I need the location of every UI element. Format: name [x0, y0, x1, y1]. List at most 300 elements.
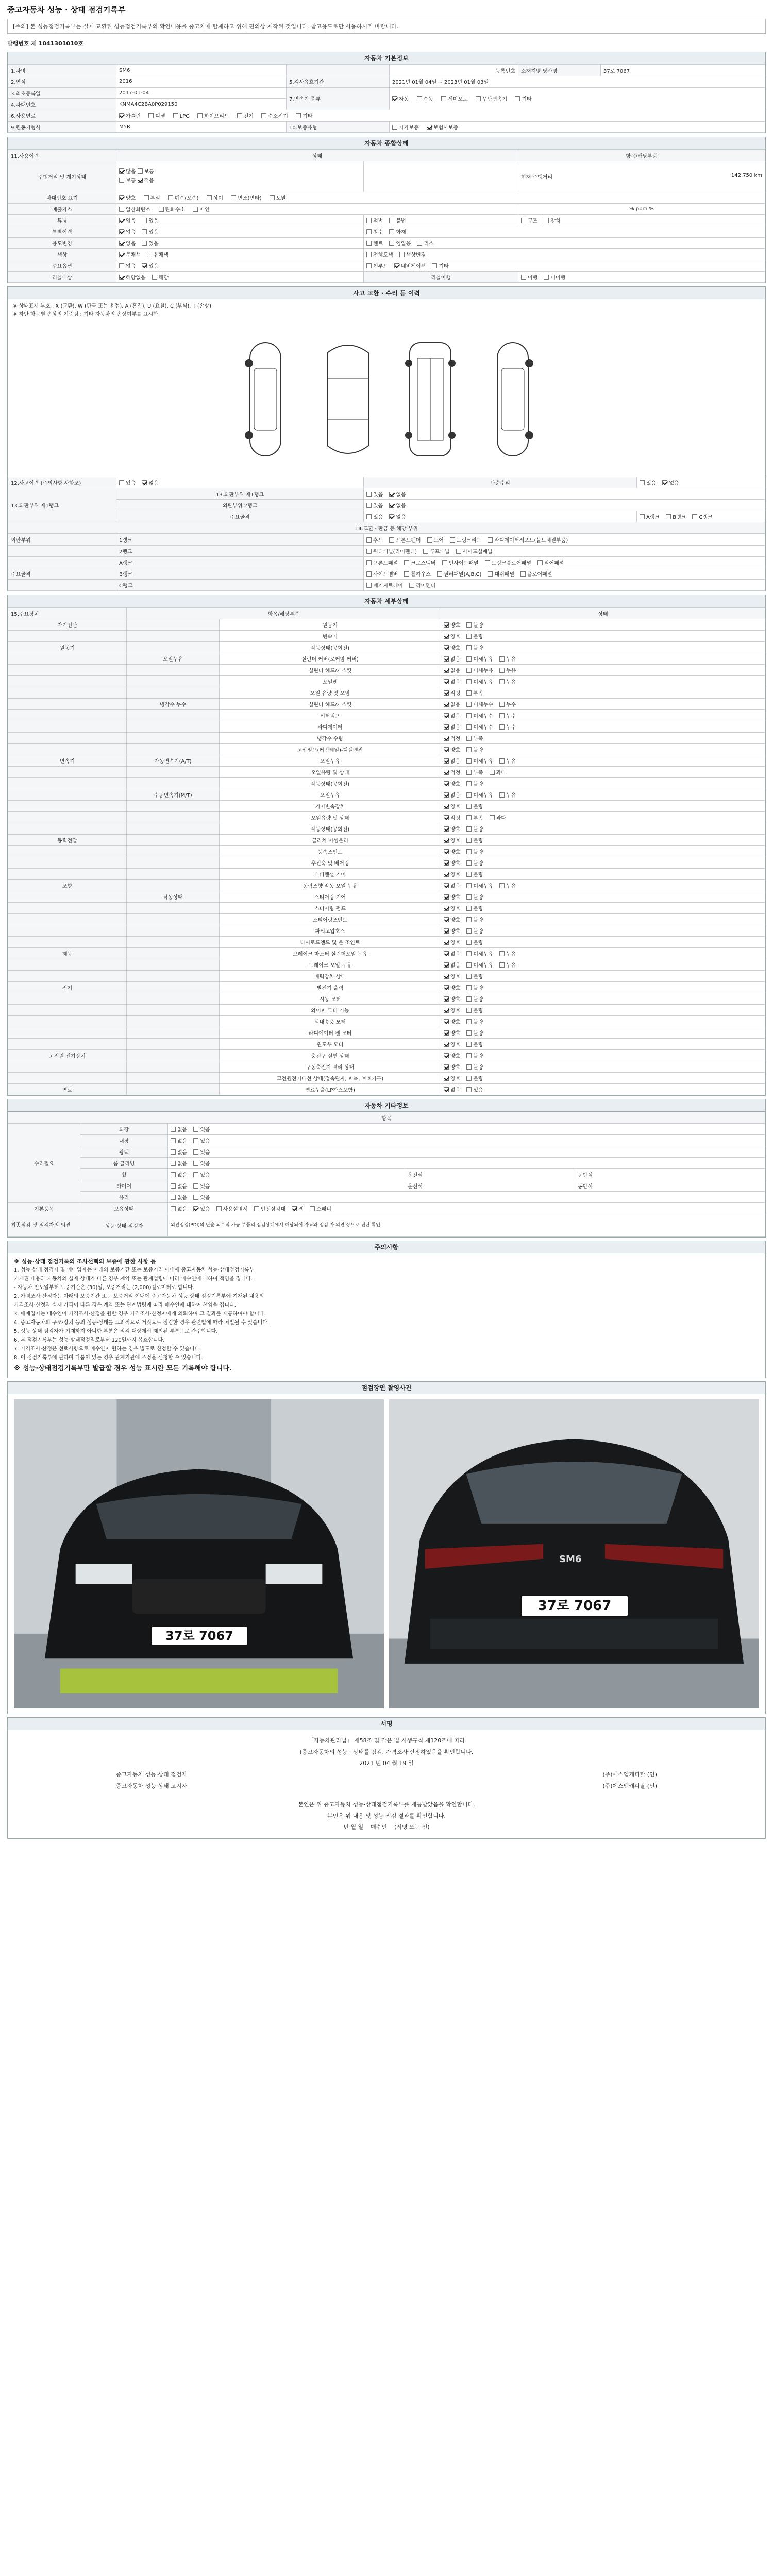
checkbox[interactable] — [444, 792, 449, 798]
checkbox[interactable] — [389, 229, 394, 234]
checkbox[interactable] — [466, 940, 472, 945]
table-row: 원동기 작동상태(공회전) 양호 불량 — [8, 642, 765, 653]
checkbox[interactable] — [499, 679, 505, 684]
checkbox[interactable] — [366, 229, 372, 234]
checkbox[interactable] — [466, 702, 472, 707]
checkbox[interactable] — [366, 583, 372, 588]
table-row: 룸 클리닝 없음 있음 — [8, 1158, 765, 1169]
signature-section: 서명 「자동차관리법」 제58조 및 같은 법 시행규칙 제120조에 따라 (중고자동차의 성능 · 상태를 점검, 가격조사·산정하였음을 확인합니다. 2021 년 04 월 19 일 중고자동차 성능·상태 점검자 (주)에스엠캐피탈 (인) 중고자동차 성능·상태 고지자 (주)에스엠캐피탈 (인) 본인은 위 중고자동차 성능·상태점검기록부를 제공받았음을 확인합니다. 본인은 위 내용 및 성능 점검 결과를 확인합니다. 년 월 일 매수인 (서명 또는 인) — [7, 1717, 766, 1839]
checkbox[interactable] — [466, 951, 472, 956]
checkbox[interactable] — [444, 894, 449, 900]
checkbox[interactable] — [444, 713, 449, 718]
table-row: 13.외판부위 제1랭크 13.외판부위 제1랭크 있음 없음 — [8, 488, 765, 500]
checkbox[interactable] — [444, 622, 449, 628]
checkbox[interactable] — [119, 113, 124, 118]
checkbox[interactable] — [466, 1042, 472, 1047]
checkbox[interactable] — [444, 872, 449, 877]
checkbox[interactable] — [444, 985, 449, 990]
checkbox[interactable] — [466, 679, 472, 684]
checkbox[interactable] — [119, 480, 124, 485]
checkbox[interactable] — [171, 1195, 176, 1200]
checkbox[interactable] — [466, 849, 472, 854]
checkbox[interactable] — [427, 125, 432, 130]
checkbox[interactable] — [499, 668, 505, 673]
checkbox[interactable] — [466, 906, 472, 911]
notes-header: 주의사항 — [8, 1241, 765, 1253]
extra-info-header: 자동차 기타정보 — [8, 1099, 765, 1112]
checkbox[interactable] — [193, 1195, 198, 1200]
table-row: 타이어 없음 있음 운전석 동반석 — [8, 1180, 765, 1192]
checkbox[interactable] — [520, 571, 526, 577]
extra-table — [8, 1112, 765, 1237]
checkbox[interactable] — [193, 1127, 198, 1132]
checkbox[interactable] — [444, 656, 449, 662]
table-row: 배력장치 상태 양호 불량 — [8, 971, 765, 982]
table-row: 시동 모터 양호 불량 — [8, 993, 765, 1005]
checkbox[interactable] — [476, 96, 481, 101]
checkbox[interactable] — [171, 1161, 176, 1166]
checkbox[interactable] — [261, 113, 266, 118]
table-row: 디퍼렌셜 기어 양호 불량 — [8, 869, 765, 880]
car-side-right-icon — [482, 337, 544, 461]
car-top-front-icon — [317, 337, 379, 461]
checkbox[interactable] — [152, 275, 157, 280]
checkbox[interactable] — [366, 549, 372, 554]
checkbox[interactable] — [366, 241, 372, 246]
checkbox[interactable] — [640, 480, 645, 485]
checkbox[interactable] — [444, 781, 449, 786]
checkbox[interactable] — [193, 1149, 198, 1155]
checkbox[interactable] — [444, 860, 449, 866]
checkbox[interactable] — [119, 275, 124, 280]
checkbox[interactable] — [147, 252, 152, 257]
table-row: 최종점검 및 점검자의 의견 성능·상태 점검자 외관점검(PDI)의 단순 외부적 가능 부품의 점검상태에서 해당되어 자료와 점검 자 의견 상으로 진단 확인. — [8, 1214, 765, 1237]
table-row: 동력전달 클러치 어셈블리 양호 불량 — [8, 835, 765, 846]
checkbox[interactable] — [466, 1087, 472, 1092]
car-side-left-icon — [234, 337, 296, 461]
checkbox[interactable] — [466, 804, 472, 809]
checkbox[interactable] — [466, 985, 472, 990]
checkbox[interactable] — [485, 560, 490, 565]
checkbox[interactable] — [366, 492, 372, 497]
checkbox[interactable] — [142, 263, 147, 268]
checkbox[interactable] — [366, 514, 372, 519]
checkbox[interactable] — [466, 883, 472, 888]
checkbox[interactable] — [444, 645, 449, 650]
checkbox[interactable] — [171, 1183, 176, 1189]
rear-photo — [389, 1399, 759, 1708]
table-row: 외판부위 1랭크 후드 프론트펜더 도어 트렁크리드 라디에이터서포트(볼트체결부품) — [8, 534, 765, 546]
checkbox[interactable] — [389, 492, 394, 497]
checkbox[interactable] — [423, 549, 428, 554]
table-row: 스티어링 펌프 양호 불량 — [8, 903, 765, 914]
checkbox[interactable] — [466, 962, 472, 968]
checkbox[interactable] — [444, 815, 449, 820]
checkbox[interactable] — [499, 724, 505, 730]
checkbox[interactable] — [142, 480, 147, 485]
checkbox[interactable] — [427, 537, 432, 543]
table-row: 내장 없음 있음 — [8, 1135, 765, 1146]
checkbox[interactable] — [466, 996, 472, 1002]
checkbox[interactable] — [444, 1087, 449, 1092]
checkbox[interactable] — [171, 1127, 176, 1132]
checkbox[interactable] — [138, 168, 143, 174]
table-row: 작동상태(공회전) 양호 불량 — [8, 823, 765, 835]
checkbox[interactable] — [389, 241, 394, 246]
checkbox[interactable] — [662, 480, 667, 485]
table-row: 구동축전지 격리 상태 양호 불량 — [8, 1061, 765, 1073]
checkbox[interactable] — [270, 195, 275, 200]
checkbox[interactable] — [310, 1206, 315, 1211]
table-row: 색상 무채색 유채색 전체도색 색상변경 — [8, 249, 765, 260]
checkbox[interactable] — [444, 702, 449, 707]
extra-info-section — [7, 1099, 766, 1238]
checkbox[interactable] — [193, 1172, 198, 1177]
table-row: 타이로드엔드 및 볼 조인트 양호 불량 — [8, 937, 765, 948]
checkbox[interactable] — [444, 690, 449, 696]
table-row: 오일유량 및 상태 적정 부족 과다 — [8, 767, 765, 778]
checkbox[interactable] — [640, 514, 645, 519]
checkbox[interactable] — [466, 758, 472, 764]
table-row: 워터펌프 없음 미세누수 누수 — [8, 710, 765, 721]
detail-table — [8, 607, 765, 1095]
table-row: 11.사용이력 상태 항목/해당부품 — [8, 150, 765, 161]
checkbox[interactable] — [389, 514, 394, 519]
checkbox[interactable] — [466, 974, 472, 979]
front-plate: 37로 7067 — [150, 1626, 248, 1646]
car-diagram — [8, 322, 765, 477]
checkbox[interactable] — [417, 241, 422, 246]
checkbox[interactable] — [119, 218, 124, 223]
checkbox[interactable] — [193, 1206, 198, 1211]
checkbox[interactable] — [417, 96, 422, 101]
checkbox[interactable] — [171, 1149, 176, 1155]
table-row: 주요골격 B랭크 사이드멤버 휠하우스 필러패널(A,B,C) 대쉬패널 플로어패널 — [8, 568, 765, 580]
checkbox[interactable] — [444, 1019, 449, 1024]
checkbox[interactable] — [466, 724, 472, 730]
table-row: 냉각수 수량 적정 부족 — [8, 733, 765, 744]
table-row: A랭크 프론트패널 크로스멤버 인사이드패널 트렁크플로어패널 리어패널 — [8, 557, 765, 568]
general-status-section — [7, 137, 766, 283]
checkbox[interactable] — [466, 1064, 472, 1070]
table-row: 조향 동력조향 작동 오일 누유 없음 미세누유 누유 — [8, 880, 765, 891]
checkbox[interactable] — [444, 634, 449, 639]
checkbox[interactable] — [292, 1206, 297, 1211]
table-row: 변속기 양호 불량 — [8, 631, 765, 642]
checkbox[interactable] — [437, 571, 442, 577]
checkbox[interactable] — [404, 571, 409, 577]
checkbox[interactable] — [444, 747, 449, 752]
checkbox[interactable] — [119, 241, 124, 246]
table-row: 주행거리 및 계기상태 많음 보통 보통 적음 현재 주행거리 142,750 km — [8, 161, 765, 192]
checkbox[interactable] — [444, 917, 449, 922]
table-row: 라디에이터 팬 모터 양호 불량 — [8, 1027, 765, 1039]
checkbox[interactable] — [444, 1008, 449, 1013]
checkbox[interactable] — [119, 229, 124, 234]
checkbox[interactable] — [499, 758, 505, 764]
photos-section — [7, 1381, 766, 1714]
checkbox[interactable] — [499, 792, 505, 798]
checkbox[interactable] — [216, 1206, 222, 1211]
table-row: 고전원전기배선 상태(접속단자, 피복, 보호기구) 양호 불량 — [8, 1073, 765, 1084]
table-row: 라디에이터 없음 미세누수 누수 — [8, 721, 765, 733]
certificate-number: 발행번호 제 1041301010호 — [7, 40, 83, 47]
checkbox[interactable] — [499, 656, 505, 662]
checkbox[interactable] — [119, 195, 124, 200]
checkbox[interactable] — [142, 229, 147, 234]
table-row: 오일 유량 및 오염 적정 부족 — [8, 687, 765, 699]
checkbox[interactable] — [544, 218, 549, 223]
detail-status-header: 자동차 세부상태 — [8, 595, 765, 607]
table-row: 휠 없음 있음 운전석 동반석 — [8, 1169, 765, 1180]
table-row: 6.사용연료 가솔린 디젤 LPG 하이브리드 전기 수소전기 기타 — [8, 110, 765, 122]
general-status-table — [8, 149, 765, 283]
checkbox[interactable] — [142, 218, 147, 223]
checkbox[interactable] — [366, 560, 372, 565]
checkbox[interactable] — [366, 252, 372, 257]
table-row: 스티어링조인트 양호 불량 — [8, 914, 765, 925]
checkbox[interactable] — [466, 860, 472, 866]
checkbox[interactable] — [173, 113, 178, 118]
table-row: 기어변속장치 양호 불량 — [8, 801, 765, 812]
checkbox[interactable] — [193, 1161, 198, 1166]
checkbox[interactable] — [499, 702, 505, 707]
general-status-header: 자동차 종합상태 — [8, 137, 765, 149]
accident-history-header: 사고 교환 · 수리 등 이력 — [8, 287, 765, 299]
checkbox[interactable] — [119, 252, 124, 257]
table-row: 수동변속기(M/T) 오일누유 없음 미세누유 누유 — [8, 789, 765, 801]
checkbox[interactable] — [392, 125, 397, 130]
checkbox[interactable] — [389, 503, 394, 508]
checkbox[interactable] — [389, 537, 394, 543]
checkbox[interactable] — [254, 1206, 259, 1211]
checkbox[interactable] — [466, 656, 472, 662]
checkbox[interactable] — [466, 668, 472, 673]
table-row: 유리 없음 있음 — [8, 1192, 765, 1203]
checkbox[interactable] — [119, 168, 124, 174]
checkbox[interactable] — [466, 1019, 472, 1024]
checkbox[interactable] — [444, 1064, 449, 1070]
checkbox[interactable] — [366, 503, 372, 508]
checkbox[interactable] — [142, 241, 147, 246]
checkbox[interactable] — [466, 781, 472, 786]
table-row: 브레이크 오일 누유 없음 미세누유 누유 — [8, 959, 765, 971]
checkbox[interactable] — [444, 758, 449, 764]
checkbox[interactable] — [171, 1206, 176, 1211]
checkbox[interactable] — [144, 195, 149, 200]
checkbox[interactable] — [444, 1030, 449, 1036]
photos-header: 점검장면 촬영사진 — [8, 1382, 765, 1394]
checkbox[interactable] — [466, 1030, 472, 1036]
checkbox[interactable] — [432, 263, 437, 268]
checkbox[interactable] — [466, 747, 472, 752]
table-row: 리콜대상 해당없음 해당 리콜이행 이행 미이행 — [8, 272, 765, 283]
checkbox[interactable] — [466, 792, 472, 798]
checkbox[interactable] — [466, 872, 472, 877]
checkbox[interactable] — [444, 940, 449, 945]
checkbox[interactable] — [466, 736, 472, 741]
checkbox[interactable] — [444, 838, 449, 843]
checkbox[interactable] — [490, 770, 495, 775]
checkbox[interactable] — [148, 113, 154, 118]
checkbox[interactable] — [119, 207, 124, 212]
checkbox[interactable] — [442, 560, 447, 565]
checkbox[interactable] — [666, 514, 671, 519]
checkbox[interactable] — [171, 1172, 176, 1177]
checkbox[interactable] — [466, 928, 472, 934]
checkbox[interactable] — [193, 1183, 198, 1189]
table-row: 12.사고이력 (주의사항 사항조) 있음 없음 단순수리 있음 없음 — [8, 477, 765, 488]
signature-header: 서명 — [8, 1718, 765, 1730]
checkbox[interactable] — [366, 263, 372, 268]
table-row: 변속기 자동변속기(A/T) 오일누유 없음 미세누유 누유 — [8, 755, 765, 767]
checkbox[interactable] — [466, 1008, 472, 1013]
checkbox[interactable] — [399, 252, 405, 257]
checkbox[interactable] — [444, 724, 449, 730]
basic-info-section — [7, 52, 766, 133]
checkbox[interactable] — [404, 560, 409, 565]
checkbox[interactable] — [466, 622, 472, 628]
checkbox[interactable] — [466, 917, 472, 922]
rear-plate: 37로 7067 — [520, 1595, 629, 1617]
checkbox[interactable] — [537, 560, 543, 565]
checkbox[interactable] — [450, 537, 455, 543]
checkbox[interactable] — [193, 1138, 198, 1143]
checkbox[interactable] — [466, 645, 472, 650]
checkbox[interactable] — [366, 571, 372, 577]
checkbox[interactable] — [409, 583, 414, 588]
checkbox[interactable] — [168, 195, 173, 200]
checkbox[interactable] — [444, 906, 449, 911]
table-row: 2.연식 2016 5.검사유효기간 2021년 01월 04일 ~ 2023년 01월 03일 — [8, 76, 765, 88]
table-row: 항목 — [8, 1112, 765, 1124]
checkbox[interactable] — [466, 713, 472, 718]
checkbox[interactable] — [193, 207, 198, 212]
fuel-options: 가솔린 디젤 LPG 하이브리드 전기 수소전기 기타 — [116, 110, 765, 122]
checkbox[interactable] — [296, 113, 301, 118]
checkbox[interactable] — [466, 838, 472, 843]
checkbox[interactable] — [444, 962, 449, 968]
checkbox[interactable] — [366, 218, 372, 223]
checkbox[interactable] — [521, 218, 526, 223]
checkbox[interactable] — [499, 962, 505, 968]
checkbox[interactable] — [444, 736, 449, 741]
checkbox[interactable] — [521, 275, 526, 280]
table-row: 고전원 전기장치 충전구 절연 상태 양호 불량 — [8, 1050, 765, 1061]
checkbox[interactable] — [119, 178, 124, 183]
checkbox[interactable] — [237, 113, 242, 118]
checkbox[interactable] — [515, 96, 520, 101]
checkbox[interactable] — [231, 195, 236, 200]
checkbox[interactable] — [444, 826, 449, 832]
table-row: 14.교환 · 판금 등 해당 부위 — [8, 522, 765, 534]
checkbox[interactable] — [444, 974, 449, 979]
table-row: 파워고압호스 양호 불량 — [8, 925, 765, 937]
notice-box: [주의] 본 성능점검기록부는 실제 교환된 성능점검기록부의 확인내용을 중고차에 탑재하고 위해 편의상 제작된 것입니다. 참고용도로만 사용하시기 바랍니다. — [7, 19, 766, 34]
checkbox[interactable] — [444, 996, 449, 1002]
checkbox[interactable] — [444, 928, 449, 934]
table-row: 오일누유 실린더 커버(로커암 커버) 없음 미세누유 누유 — [8, 653, 765, 665]
checkbox[interactable] — [444, 679, 449, 684]
table-row: 작동상태 스티어링 기어 양호 불량 — [8, 891, 765, 903]
checkbox[interactable] — [119, 263, 124, 268]
checkbox[interactable] — [138, 178, 143, 183]
checkbox[interactable] — [466, 826, 472, 832]
checkbox[interactable] — [499, 951, 505, 956]
checkbox[interactable] — [499, 883, 505, 888]
table-row: 와이퍼 모터 기능 양호 불량 — [8, 1005, 765, 1016]
transmission-options: 자동 수동 세미오토 무단변속기 기타 — [390, 88, 765, 110]
checkbox[interactable] — [490, 815, 495, 820]
table-row: 튜닝 없음 있음 적법 불법 구조 장치 — [8, 215, 765, 226]
table-row: 3.최초등록일 2017-01-04 7.변속기 종류 자동 수동 세미오토 무단변속기 기타 — [8, 88, 765, 99]
checkbox[interactable] — [466, 1053, 472, 1058]
checkbox[interactable] — [466, 770, 472, 775]
table-row: 특별이력 없음 있음 침수 화재 — [8, 226, 765, 238]
table-row: 연료 연료누출(LP가스포함) 없음 있음 — [8, 1084, 765, 1095]
table-row: 고압펌프(커먼레일)-디젤엔진 양호 불량 — [8, 744, 765, 755]
table-row: 자기진단 원동기 양호 불량 — [8, 619, 765, 631]
checkbox[interactable] — [444, 804, 449, 809]
checkbox[interactable] — [444, 770, 449, 775]
checkbox[interactable] — [544, 275, 549, 280]
table-row: C랭크 패키지트레이 리어펜더 — [8, 580, 765, 591]
table-row: 15.주요장치 항목/해당부품 상태 — [8, 608, 765, 619]
checkbox[interactable] — [444, 1076, 449, 1081]
document — [7, 4, 766, 1839]
document-title: 중고자동차 성능 · 상태 점검기록부 — [7, 5, 126, 14]
table-row: 2랭크 쿼터패널(리어펜더) 루프패널 사이드실패널 — [8, 546, 765, 557]
table-row: 9.원동기형식 M5R 10.보증유형 자가보증 보험사보증 — [8, 122, 765, 133]
checkbox[interactable] — [444, 883, 449, 888]
rear-badge: SM6 — [559, 1554, 582, 1565]
table-row: 실린더 헤드/개스킷 없음 미세누유 누유 — [8, 665, 765, 676]
checkbox[interactable] — [466, 894, 472, 900]
checkbox[interactable] — [499, 713, 505, 718]
checkbox[interactable] — [197, 113, 203, 118]
checkbox[interactable] — [444, 1053, 449, 1058]
checkbox[interactable] — [488, 537, 493, 543]
table-row: 외판부위 2랭크 있음 없음 — [8, 500, 765, 511]
table-row: 오일팬 없음 미세누유 누유 — [8, 676, 765, 687]
checkbox[interactable] — [466, 690, 472, 696]
checkbox[interactable] — [394, 263, 399, 268]
checkbox[interactable] — [366, 537, 372, 543]
checkbox[interactable] — [488, 571, 493, 577]
table-row: 배출가스 일산화탄소 탄화수소 매연 % ppm % — [8, 204, 765, 215]
checkbox[interactable] — [207, 195, 212, 200]
checkbox[interactable] — [159, 207, 164, 212]
checkbox[interactable] — [456, 549, 461, 554]
basic-info-header: 자동차 기본정보 — [8, 52, 765, 64]
checkbox[interactable] — [466, 634, 472, 639]
checkbox[interactable] — [444, 951, 449, 956]
table-row: 기본품목 보유상태 없음 있음 사용설명서 안전삼각대 잭 스패너 — [8, 1203, 765, 1214]
checkbox[interactable] — [692, 514, 697, 519]
checkbox[interactable] — [389, 218, 394, 223]
checkbox[interactable] — [466, 1076, 472, 1081]
checkbox[interactable] — [171, 1138, 176, 1143]
checkbox[interactable] — [444, 1042, 449, 1047]
checkbox[interactable] — [444, 668, 449, 673]
checkbox[interactable] — [441, 96, 446, 101]
checkbox[interactable] — [444, 849, 449, 854]
checkbox[interactable] — [392, 96, 397, 101]
accident-history-section: 사고 교환 · 수리 등 이력 ※ 상태표시 부호 : X (교환), W (판금 또는 용접), A (흠집), U (요철), C (부식), T (손상) ※ 하단 항목별 손상의 기준점 : 기타 자동차의 손상여부를 표시함 12.사고이력 (주의사항 사항조) 있음 없음 단순수리 있음 없음 13.외판부위 제1랭크 13.외판부위 제1랭크 있음 없음 외판부위 2랭크 있음 없음 주요골격 있음 없음 A랭크 B랭크 C랭크 14.교환 · 판금 등 해당 부위 외판부위 1랭크 후드 프론트펜더 도어 트렁크리드 라디에이터서포트(볼트체결부품) 2랭크 쿼터패널(리어펜더) 루프패널 사이드실패널 A랭크 프론트패널 크로스멤버 인사이드패널 트렁크플로어패널 리어패널 주요골격 B랭크 사이드멤버 휠하우스 필러패널(A,B,C) 대쉬패널 플로어패널 C랭크 패키지트레이 리어펜더 — [7, 286, 766, 591]
car-front-image — [14, 1399, 384, 1708]
checkbox[interactable] — [466, 815, 472, 820]
accident-table — [8, 477, 765, 534]
